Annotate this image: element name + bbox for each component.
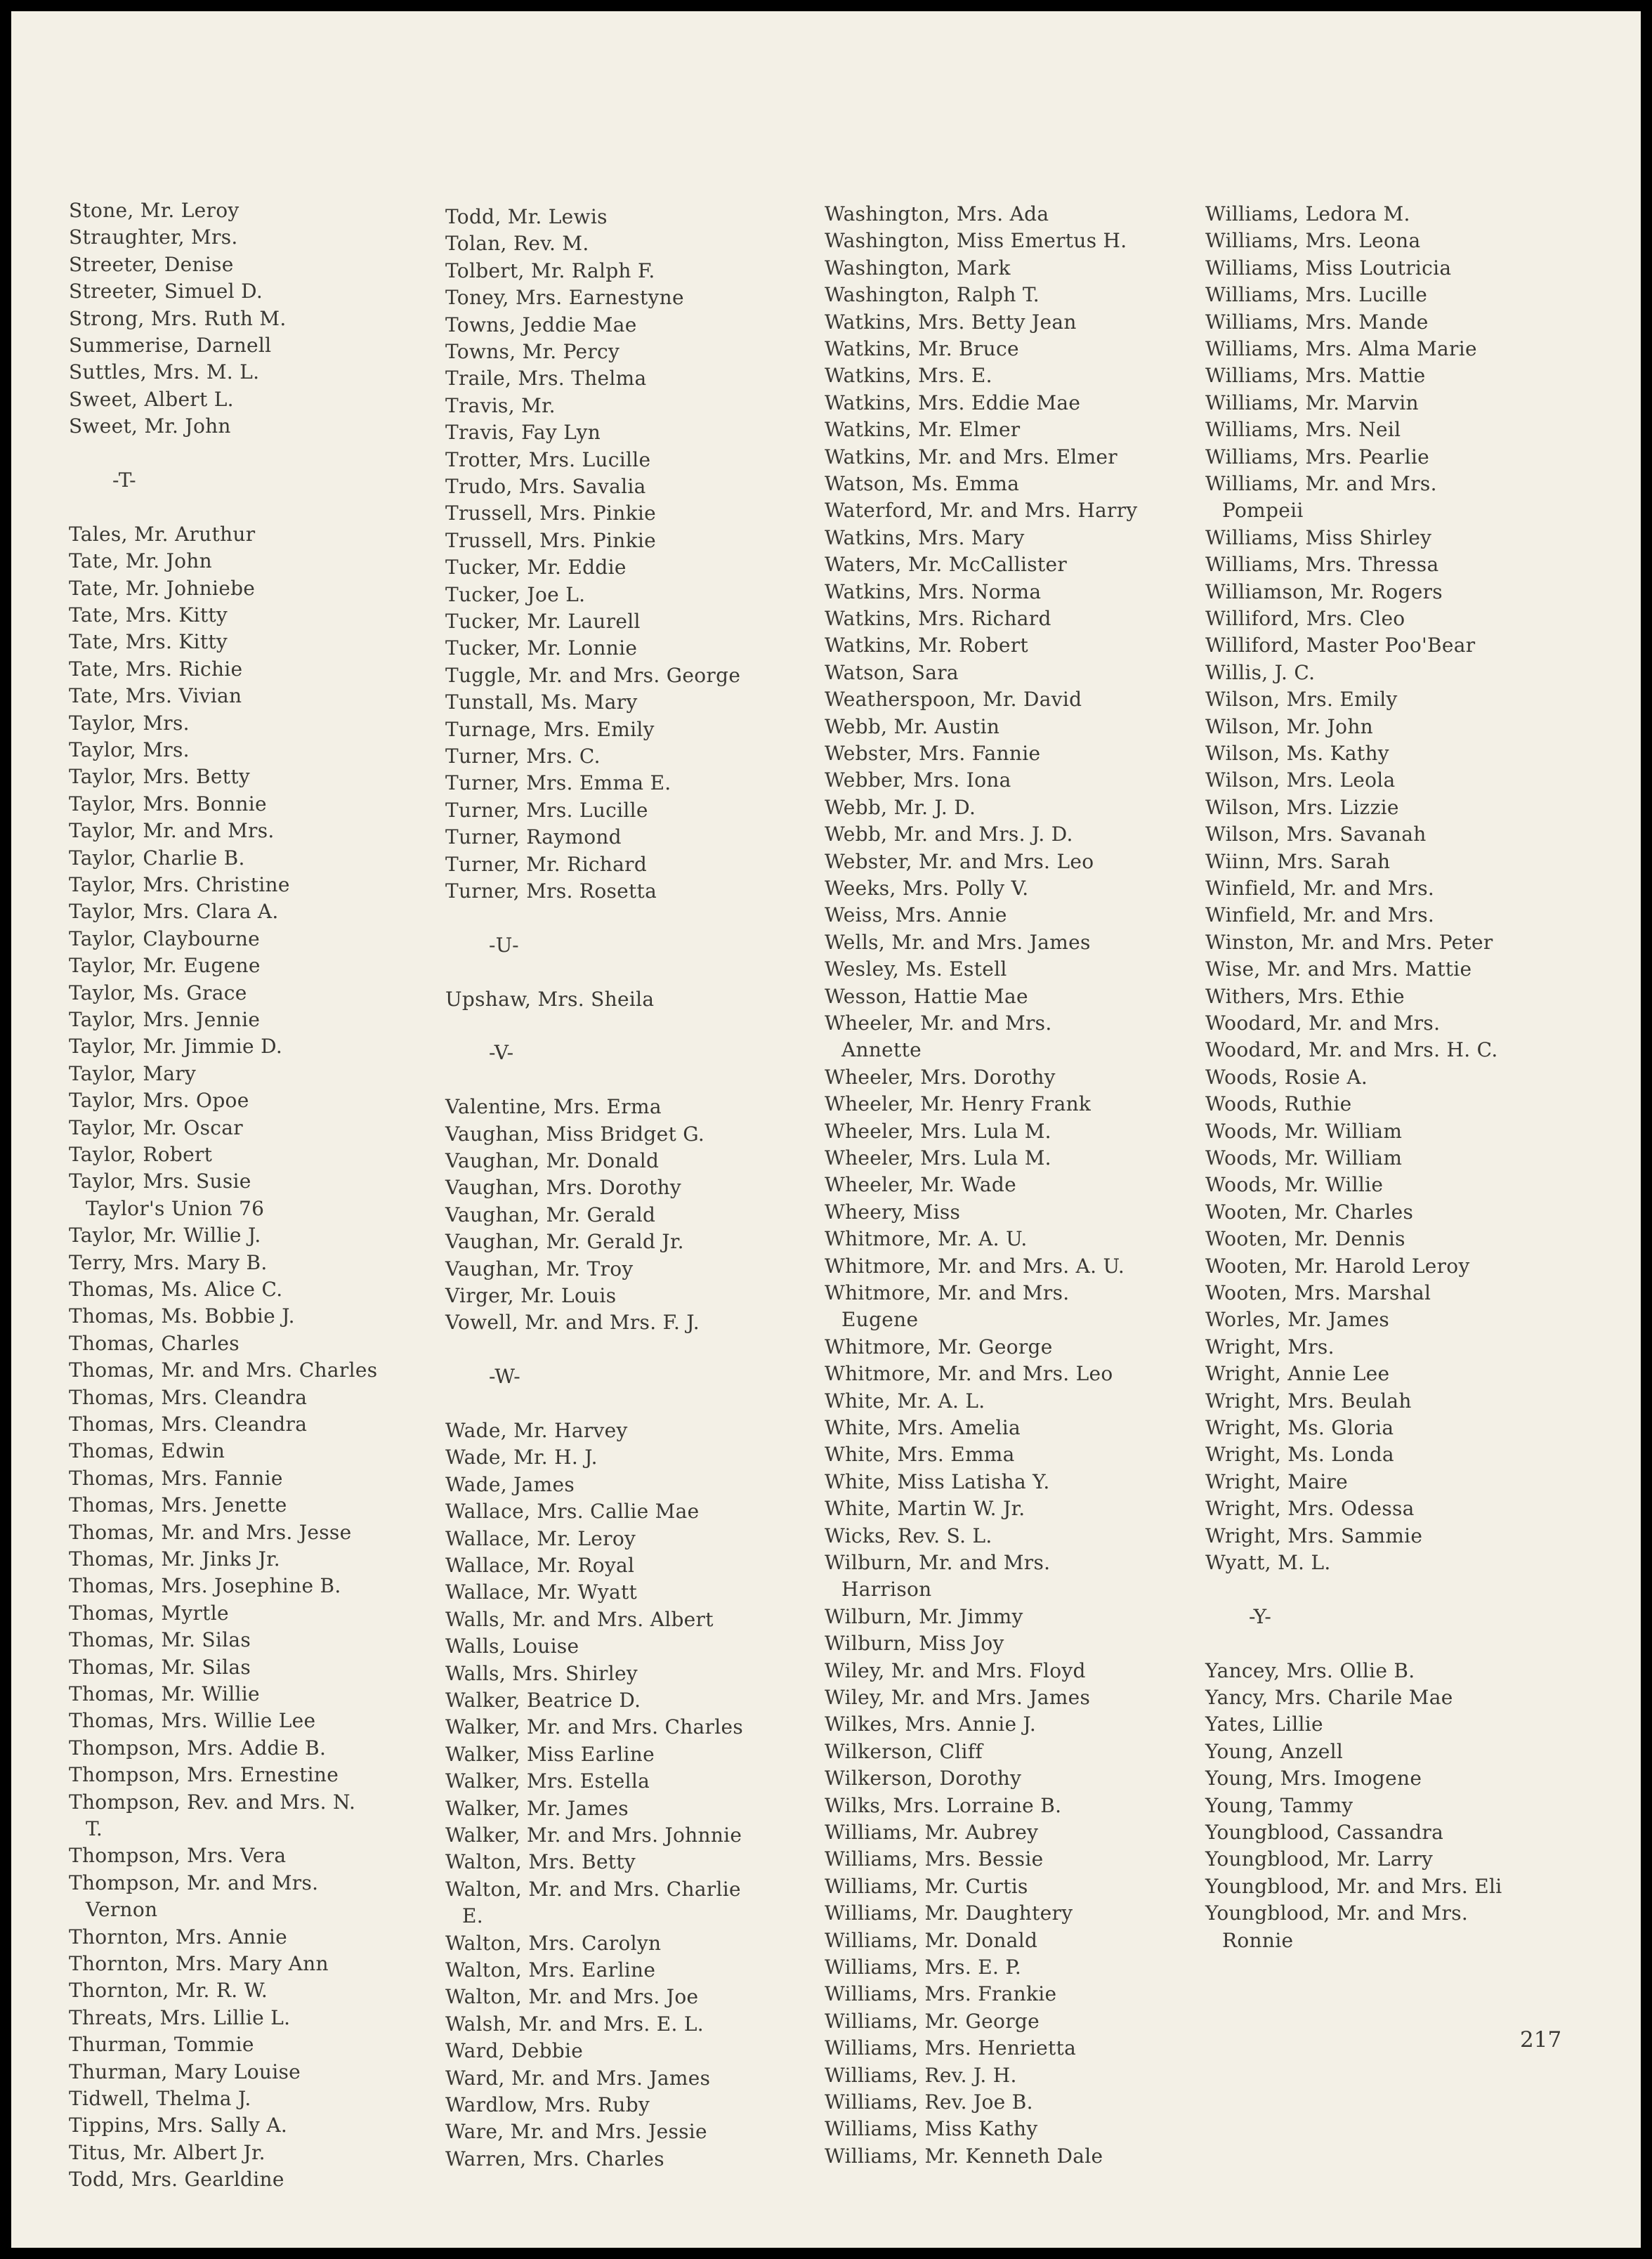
directory-entry: Turner, Mrs. C. (445, 745, 601, 768)
directory-entry: Vowell, Mr. and Mrs. F. J. (445, 1311, 700, 1335)
directory-entry: Tate, Mr. Johniebe (69, 576, 256, 600)
directory-entry: Williams, Mrs. E. P. (825, 1956, 1022, 1979)
directory-entry: Williford, Master Poo'Bear (1205, 634, 1476, 657)
directory-entry: Thompson, Mrs. Addie B. (69, 1736, 327, 1760)
directory-entry: Weatherspoon, Mr. David (825, 688, 1082, 712)
directory-entry: Vaughan, Miss Bridget G. (445, 1122, 705, 1146)
directory-entry: Thornton, Mr. R. W. (69, 1979, 268, 2003)
directory-entry: Taylor, Ms. Grace (69, 981, 247, 1004)
directory-entry: Tucker, Joe L. (445, 582, 586, 606)
directory-entry: Toney, Mrs. Earnestyne (445, 286, 684, 310)
directory-entry: Tuggle, Mr. and Mrs. George (445, 663, 741, 687)
directory-entry: Vaughan, Mrs. Dorothy (445, 1176, 682, 1200)
directory-entry: Washington, Mrs. Ada (825, 202, 1049, 225)
directory-entry: Thomas, Mrs. Jenette (69, 1493, 287, 1517)
directory-entry: Whitmore, Mr. and Mrs. A. U. (825, 1254, 1125, 1278)
directory-entry: Wallace, Mr. Wyatt (445, 1580, 638, 1604)
directory-entry: Watkins, Mrs. E. (825, 364, 992, 388)
directory-entry: Thomas, Mrs. Willie Lee (69, 1709, 316, 1733)
directory-entry: Walton, Mrs. Carolyn (445, 1931, 662, 1955)
directory-entry: Youngblood, Cassandra (1205, 1821, 1444, 1844)
directory-entry: Waterford, Mr. and Mrs. Harry (825, 499, 1138, 523)
directory-entry: Taylor, Claybourne (69, 926, 261, 950)
directory-entry: Tate, Mrs. Vivian (69, 684, 242, 708)
directory-entry: Williams, Miss Shirley (1205, 525, 1432, 549)
directory-entry: Wooten, Mr. Harold Leroy (1205, 1254, 1470, 1278)
directory-entry: Watkins, Mr. Bruce (825, 337, 1019, 360)
directory-entry: Taylor, Mr. Willie J. (69, 1224, 261, 1248)
directory-entry: Wade, James (445, 1472, 575, 1496)
directory-entry: Wicks, Rev. S. L. (825, 1524, 992, 1547)
directory-entry: Young, Tammy (1205, 1793, 1353, 1817)
directory-entry: Williams, Mrs. Neil (1205, 418, 1401, 442)
directory-entry: Webb, Mr. J. D. (825, 795, 976, 819)
directory-entry: Thomas, Mr. and Mrs. Jesse (69, 1520, 352, 1544)
directory-entry: Wyatt, M. L. (1205, 1551, 1331, 1574)
directory-entry: Wilson, Ms. Kathy (1205, 742, 1389, 765)
directory-entry: Taylor, Mary (69, 1061, 197, 1085)
directory-entry: Wheeler, Mr. Henry Frank (825, 1092, 1092, 1116)
directory-entry: Tolbert, Mr. Ralph F. (445, 258, 655, 282)
directory-entry: Wallace, Mr. Leroy (445, 1526, 636, 1550)
directory-entry: Watkins, Mrs. Eddie Mae (825, 391, 1081, 414)
directory-entry: Valentine, Mrs. Erma (445, 1095, 662, 1119)
directory-entry: Thompson, Mrs. Vera (69, 1844, 287, 1868)
directory-entry-continuation: E. (462, 1904, 483, 1928)
directory-entry: Watkins, Mrs. Norma (825, 580, 1042, 603)
directory-entry: Thomas, Charles (69, 1331, 240, 1355)
directory-entry: Wheery, Miss (825, 1200, 961, 1224)
directory-entry: Thomas, Mr. and Mrs. Charles (69, 1358, 378, 1382)
directory-entry: Washington, Mark (825, 256, 1011, 280)
directory-entry: White, Miss Latisha Y. (825, 1469, 1050, 1493)
directory-entry: Willis, J. C. (1205, 660, 1316, 684)
directory-entry: Woodard, Mr. and Mrs. H. C. (1205, 1038, 1498, 1062)
directory-entry: Weiss, Mrs. Annie (825, 903, 1007, 927)
directory-entry: Yancey, Mrs. Ollie B. (1205, 1658, 1415, 1682)
directory-entry: Worles, Mr. James (1205, 1308, 1390, 1332)
directory-entry: Thompson, Mr. and Mrs. (69, 1871, 319, 1894)
directory-entry: Ward, Debbie (445, 2039, 584, 2063)
directory-entry: Thomas, Mr. Silas (69, 1628, 251, 1652)
directory-entry: Vaughan, Mr. Troy (445, 1257, 634, 1281)
directory-entry: Tucker, Mr. Lonnie (445, 636, 638, 660)
directory-entry: Wilks, Mrs. Lorraine B. (825, 1793, 1062, 1817)
directory-entry: Williams, Ledora M. (1205, 202, 1410, 225)
directory-entry: Stone, Mr. Leroy (69, 199, 240, 222)
directory-entry: Wesley, Ms. Estell (825, 957, 1007, 981)
directory-entry: Youngblood, Mr. Larry (1205, 1847, 1434, 1871)
directory-entry: Towns, Mr. Percy (445, 340, 620, 363)
directory-entry: Taylor, Mr. and Mrs. (69, 819, 275, 843)
directory-entry: Wheeler, Mr. and Mrs. (825, 1011, 1052, 1035)
directory-entry: Woods, Mr. William (1205, 1119, 1403, 1143)
directory-entry: Wright, Mrs. Beulah (1205, 1389, 1412, 1413)
directory-entry: Walton, Mrs. Betty (445, 1850, 636, 1874)
directory-entry: Thompson, Rev. and Mrs. N. (69, 1790, 356, 1814)
directory-entry: Wesson, Hattie Mae (825, 984, 1028, 1008)
directory-entry: Taylor, Mrs. (69, 711, 190, 735)
directory-entry: Turner, Mr. Richard (445, 852, 648, 876)
directory-entry: Washington, Ralph T. (825, 283, 1040, 307)
directory-entry: Wallace, Mr. Royal (445, 1554, 635, 1577)
directory-entry: Walls, Mr. and Mrs. Albert (445, 1607, 714, 1631)
directory-entry: Trudo, Mrs. Savalia (445, 475, 646, 498)
directory-entry: Todd, Mrs. Gearldine (69, 2168, 284, 2192)
directory-entry: Williams, Mr. Aubrey (825, 1821, 1039, 1844)
directory-entry: Whitmore, Mr. George (825, 1335, 1053, 1358)
directory-entry: Wheeler, Mr. Wade (825, 1173, 1017, 1197)
directory-entry: Williams, Mrs. Frankie (825, 1982, 1057, 2006)
directory-entry: Yancy, Mrs. Charile Mae (1205, 1686, 1453, 1709)
directory-entry: Ward, Mr. and Mrs. James (445, 2066, 711, 2090)
directory-entry: Webster, Mr. and Mrs. Leo (825, 849, 1094, 873)
directory-entry: Taylor, Robert (69, 1143, 213, 1166)
directory-entry: Sweet, Albert L. (69, 387, 234, 411)
directory-entry: Winston, Mr. and Mrs. Peter (1205, 930, 1493, 954)
directory-entry: Withers, Mrs. Ethie (1205, 984, 1405, 1008)
directory-entry: Travis, Mr. (445, 393, 556, 417)
directory-entry: Thomas, Mrs. Fannie (69, 1466, 283, 1490)
directory-entry: Taylor, Mrs. Opoe (69, 1089, 249, 1113)
directory-entry: Watkins, Mr. and Mrs. Elmer (825, 445, 1117, 469)
directory-entry: Watkins, Mrs. Mary (825, 525, 1025, 549)
directory-entry: Washington, Miss Emertus H. (825, 229, 1127, 253)
directory-entry: Tate, Mrs. Kitty (69, 630, 228, 654)
directory-entry: Tucker, Mr. Laurell (445, 610, 641, 633)
directory-entry-continuation: Pompeii (1222, 499, 1304, 523)
directory-entry: Walls, Mrs. Shirley (445, 1661, 638, 1685)
directory-entry: Vaughan, Mr. Donald (445, 1149, 660, 1172)
directory-entry: Streeter, Simuel D. (69, 280, 263, 303)
directory-entry: Whitmore, Mr. and Mrs. Leo (825, 1362, 1113, 1386)
directory-entry: Woods, Rosie A. (1205, 1065, 1368, 1089)
directory-entry: Thomas, Ms. Alice C. (69, 1278, 283, 1301)
directory-entry: Williams, Rev. Joe B. (825, 2090, 1033, 2114)
section-letter-heading: -W- (489, 1365, 521, 1389)
directory-entry: White, Martin W. Jr. (825, 1497, 1025, 1521)
directory-entry: Youngblood, Mr. and Mrs. Eli (1205, 1874, 1502, 1898)
directory-entry: Wooten, Mr. Dennis (1205, 1227, 1405, 1251)
directory-entry: Webb, Mr. Austin (825, 714, 1000, 738)
directory-entry: Walton, Mr. and Mrs. Joe (445, 1985, 699, 2009)
directory-entry: Watkins, Mrs. Richard (825, 607, 1051, 630)
directory-entry: Williams, Rev. J. H. (825, 2063, 1017, 2087)
directory-entry: Wells, Mr. and Mrs. James (825, 930, 1091, 954)
section-letter-heading: -Y- (1249, 1604, 1272, 1628)
directory-entry: Youngblood, Mr. and Mrs. (1205, 1901, 1469, 1925)
directory-entry: Tippins, Mrs. Sally A. (69, 2114, 288, 2137)
directory-entry: Virger, Mr. Louis (445, 1284, 617, 1307)
directory-entry: Williams, Mrs. Thressa (1205, 553, 1439, 577)
directory-entry: Upshaw, Mrs. Sheila (445, 987, 655, 1011)
directory-entry: Taylor, Mrs. Susie (69, 1170, 251, 1193)
directory-entry: Woodard, Mr. and Mrs. (1205, 1011, 1441, 1035)
directory-page (11, 11, 1641, 2248)
directory-entry: Taylor, Mr. Jimmie D. (69, 1035, 283, 1059)
directory-entry: Williams, Mr. Curtis (825, 1874, 1028, 1898)
page-number: 217 (1520, 2027, 1562, 2052)
directory-entry: Wheeler, Mrs. Lula M. (825, 1146, 1051, 1170)
directory-entry: Wiinn, Mrs. Sarah (1205, 849, 1391, 873)
directory-entry: Streeter, Denise (69, 252, 234, 276)
directory-entry: Thornton, Mrs. Annie (69, 1925, 287, 1949)
directory-entry: Yates, Lillie (1205, 1713, 1323, 1736)
directory-entry: Wilkerson, Dorothy (825, 1767, 1022, 1790)
directory-entry-continuation: Vernon (86, 1898, 158, 1922)
directory-entry: Thomas, Mrs. Cleandra (69, 1413, 308, 1436)
directory-entry: Williams, Mr. Kenneth Dale (825, 2144, 1103, 2168)
directory-entry: Threats, Mrs. Lillie L. (69, 2005, 291, 2029)
directory-entry: Woods, Ruthie (1205, 1092, 1352, 1116)
directory-entry: Walsh, Mr. and Mrs. E. L. (445, 2012, 704, 2036)
directory-entry: Walker, Mr. and Mrs. Johnnie (445, 1823, 742, 1847)
directory-entry: Wright, Mrs. Sammie (1205, 1524, 1423, 1547)
directory-entry: Taylor, Mrs. Bonnie (69, 792, 267, 816)
directory-entry: Trussell, Mrs. Pinkie (445, 528, 656, 552)
directory-entry: Thompson, Mrs. Ernestine (69, 1763, 339, 1787)
directory-entry: Williams, Mrs. Alma Marie (1205, 337, 1477, 360)
directory-entry: Taylor, Charlie B. (69, 846, 245, 870)
directory-entry: Trotter, Mrs. Lucille (445, 447, 651, 471)
directory-entry: Woods, Mr. Willie (1205, 1173, 1384, 1197)
directory-entry: Taylor, Mrs. (69, 738, 190, 761)
directory-entry: Thomas, Ms. Bobbie J. (69, 1304, 295, 1328)
directory-entry: Wilkerson, Cliff (825, 1739, 983, 1763)
directory-entry: Thomas, Mr. Willie (69, 1682, 260, 1705)
directory-entry: Taylor, Mr. Eugene (69, 954, 261, 978)
directory-entry: Wright, Annie Lee (1205, 1362, 1390, 1386)
directory-entry: Thurman, Tommie (69, 2033, 254, 2057)
directory-entry: Thornton, Mrs. Mary Ann (69, 1952, 329, 1975)
directory-entry: Todd, Mr. Lewis (445, 205, 608, 228)
directory-entry-continuation: Harrison (841, 1578, 932, 1602)
directory-entry: Williams, Mrs. Leona (1205, 229, 1421, 253)
directory-entry: Wheeler, Mrs. Dorothy (825, 1065, 1056, 1089)
directory-entry: Wiley, Mr. and Mrs. Floyd (825, 1658, 1086, 1682)
directory-entry: Thomas, Mr. Jinks Jr. (69, 1547, 280, 1571)
directory-entry: Thurman, Mary Louise (69, 2060, 301, 2083)
directory-entry: Watkins, Mr. Elmer (825, 418, 1021, 442)
directory-entry: Wright, Ms. Gloria (1205, 1416, 1394, 1439)
directory-entry: Weeks, Mrs. Polly V. (825, 877, 1029, 900)
directory-entry: Wilson, Mrs. Savanah (1205, 823, 1427, 846)
directory-entry: White, Mr. A. L. (825, 1389, 985, 1413)
section-letter-heading: -T- (112, 469, 136, 492)
directory-entry: Thomas, Myrtle (69, 1601, 229, 1625)
directory-entry: Williams, Mr. George (825, 2009, 1040, 2033)
directory-entry: Wilson, Mrs. Lizzie (1205, 795, 1399, 819)
directory-entry: Wilson, Mr. John (1205, 714, 1373, 738)
directory-entry: Straughter, Mrs. (69, 225, 238, 249)
directory-entry: Walker, Miss Earline (445, 1742, 655, 1766)
directory-entry-continuation: Ronnie (1222, 1928, 1294, 1952)
directory-entry: Woods, Mr. William (1205, 1146, 1403, 1170)
directory-entry: Walker, Beatrice D. (445, 1689, 641, 1712)
directory-entry: Wilburn, Miss Joy (825, 1632, 1004, 1656)
directory-entry: Wade, Mr. H. J. (445, 1446, 598, 1469)
directory-entry: Young, Mrs. Imogene (1205, 1767, 1422, 1790)
directory-entry: Strong, Mrs. Ruth M. (69, 306, 287, 330)
directory-entry: Williams, Mrs. Mande (1205, 310, 1429, 334)
directory-entry: Williams, Mr. and Mrs. (1205, 472, 1437, 495)
directory-entry: Webber, Mrs. Iona (825, 768, 1011, 792)
directory-entry: Winfield, Mr. and Mrs. (1205, 877, 1435, 900)
directory-entry: Taylor, Mrs. Christine (69, 873, 290, 896)
directory-entry: Williford, Mrs. Cleo (1205, 607, 1405, 630)
directory-entry: Wilkes, Mrs. Annie J. (825, 1713, 1037, 1736)
directory-entry: Wade, Mr. Harvey (445, 1419, 628, 1442)
directory-entry: Wright, Mrs. Odessa (1205, 1497, 1415, 1521)
directory-entry: Watkins, Mrs. Betty Jean (825, 310, 1077, 334)
directory-entry: Tate, Mrs. Richie (69, 657, 243, 681)
directory-entry: Terry, Mrs. Mary B. (69, 1250, 268, 1274)
directory-entry: Towns, Jeddie Mae (445, 313, 637, 336)
directory-entry-continuation: T. (86, 1817, 103, 1840)
directory-entry: Thomas, Edwin (69, 1439, 225, 1463)
directory-entry: Walton, Mr. and Mrs. Charlie (445, 1877, 741, 1901)
directory-entry: Watkins, Mr. Robert (825, 634, 1028, 657)
directory-entry: Walker, Mr. James (445, 1796, 629, 1820)
directory-entry: Williams, Mrs. Bessie (825, 1847, 1044, 1871)
directory-entry: Thomas, Mr. Silas (69, 1655, 251, 1679)
directory-entry: Taylor, Mrs. Betty (69, 765, 251, 789)
directory-entry: Turner, Mrs. Rosetta (445, 879, 657, 903)
directory-entry: Whitmore, Mr. A. U. (825, 1227, 1028, 1251)
directory-entry: Vaughan, Mr. Gerald (445, 1203, 656, 1226)
directory-entry: Williams, Mrs. Henrietta (825, 2036, 1077, 2060)
directory-entry: Traile, Mrs. Thelma (445, 367, 647, 391)
directory-entry: Wilburn, Mr. and Mrs. (825, 1551, 1051, 1574)
directory-entry: Suttles, Mrs. M. L. (69, 360, 260, 384)
directory-entry: White, Mrs. Amelia (825, 1416, 1021, 1439)
directory-entry: Young, Anzell (1205, 1739, 1344, 1763)
directory-entry: Thomas, Mrs. Cleandra (69, 1385, 308, 1409)
directory-entry: Taylor, Mr. Oscar (69, 1115, 243, 1139)
directory-entry: Wright, Ms. Londa (1205, 1443, 1394, 1467)
directory-entry: White, Mrs. Emma (825, 1443, 1015, 1467)
directory-entry: Turner, Raymond (445, 825, 622, 849)
directory-entry: Wiley, Mr. and Mrs. James (825, 1686, 1091, 1709)
directory-entry: Watson, Ms. Emma (825, 472, 1020, 495)
directory-entry: Wardlow, Mrs. Ruby (445, 2093, 650, 2116)
directory-entry: Wise, Mr. and Mrs. Mattie (1205, 957, 1472, 981)
directory-entry: Tate, Mr. John (69, 549, 212, 573)
directory-entry: Warren, Mrs. Charles (445, 2147, 664, 2170)
directory-entry: Waters, Mr. McCallister (825, 553, 1068, 577)
section-letter-heading: -V- (489, 1041, 514, 1065)
directory-entry: Summerise, Darnell (69, 334, 272, 357)
directory-entry: Williams, Mrs. Pearlie (1205, 445, 1430, 469)
directory-entry: Walker, Mr. and Mrs. Charles (445, 1715, 744, 1739)
directory-entry: Vaughan, Mr. Gerald Jr. (445, 1230, 684, 1254)
directory-entry: Thomas, Mrs. Josephine B. (69, 1574, 341, 1598)
directory-entry: Williams, Mrs. Mattie (1205, 364, 1426, 388)
directory-entry: Tate, Mrs. Kitty (69, 603, 228, 627)
section-letter-heading: -U- (489, 933, 519, 957)
directory-entry: Williams, Mrs. Lucille (1205, 283, 1428, 307)
directory-entry: Taylor, Mrs. Jennie (69, 1008, 261, 1031)
directory-entry: Taylor, Mrs. Clara A. (69, 900, 279, 924)
directory-entry: Williams, Mr. Daughtery (825, 1901, 1073, 1925)
directory-entry: Turner, Mrs. Emma E. (445, 771, 671, 795)
directory-entry: Wright, Maire (1205, 1469, 1349, 1493)
directory-entry: Sweet, Mr. John (69, 414, 231, 438)
directory-entry: Tales, Mr. Aruthur (69, 522, 256, 546)
directory-entry: Tolan, Rev. M. (445, 232, 589, 256)
directory-entry: Whitmore, Mr. and Mrs. (825, 1281, 1070, 1304)
directory-entry: Williams, Mr. Donald (825, 1928, 1038, 1952)
directory-entry: Walton, Mrs. Earline (445, 1958, 656, 1982)
directory-entry: Wheeler, Mrs. Lula M. (825, 1119, 1051, 1143)
directory-entry-continuation: Taylor's Union 76 (86, 1196, 265, 1220)
directory-entry: Williams, Miss Loutricia (1205, 256, 1452, 280)
directory-entry: Walls, Louise (445, 1635, 579, 1658)
directory-entry: Tucker, Mr. Eddie (445, 556, 627, 580)
directory-entry: Ware, Mr. and Mrs. Jessie (445, 2120, 707, 2144)
directory-entry: Williams, Miss Kathy (825, 2117, 1038, 2141)
directory-entry: Wooten, Mr. Charles (1205, 1200, 1414, 1224)
directory-entry: Wilson, Mrs. Emily (1205, 688, 1398, 712)
directory-entry: Williams, Mr. Marvin (1205, 391, 1419, 414)
directory-entry: Watson, Sara (825, 660, 959, 684)
directory-entry-continuation: Annette (841, 1038, 922, 1062)
directory-entry: Winfield, Mr. and Mrs. (1205, 903, 1435, 927)
directory-entry: Tunstall, Ms. Mary (445, 690, 638, 714)
directory-entry: Webb, Mr. and Mrs. J. D. (825, 823, 1073, 846)
directory-entry: Turnage, Mrs. Emily (445, 717, 655, 741)
directory-entry: Trussell, Mrs. Pinkie (445, 502, 656, 525)
directory-entry: Wilburn, Mr. Jimmy (825, 1604, 1023, 1628)
directory-entry: Wooten, Mrs. Marshal (1205, 1281, 1431, 1304)
directory-entry: Wilson, Mrs. Leola (1205, 768, 1396, 792)
directory-entry: Williamson, Mr. Rogers (1205, 580, 1443, 603)
directory-entry: Wright, Mrs. (1205, 1335, 1335, 1358)
directory-entry: Webster, Mrs. Fannie (825, 742, 1041, 765)
directory-entry: Travis, Fay Lyn (445, 421, 601, 445)
directory-entry: Wallace, Mrs. Callie Mae (445, 1500, 700, 1524)
directory-entry: Turner, Mrs. Lucille (445, 798, 648, 822)
directory-entry: Walker, Mrs. Estella (445, 1769, 650, 1793)
directory-entry-continuation: Eugene (841, 1308, 919, 1332)
directory-entry: Tidwell, Thelma J. (69, 2087, 251, 2110)
directory-entry: Titus, Mr. Albert Jr. (69, 2140, 266, 2164)
